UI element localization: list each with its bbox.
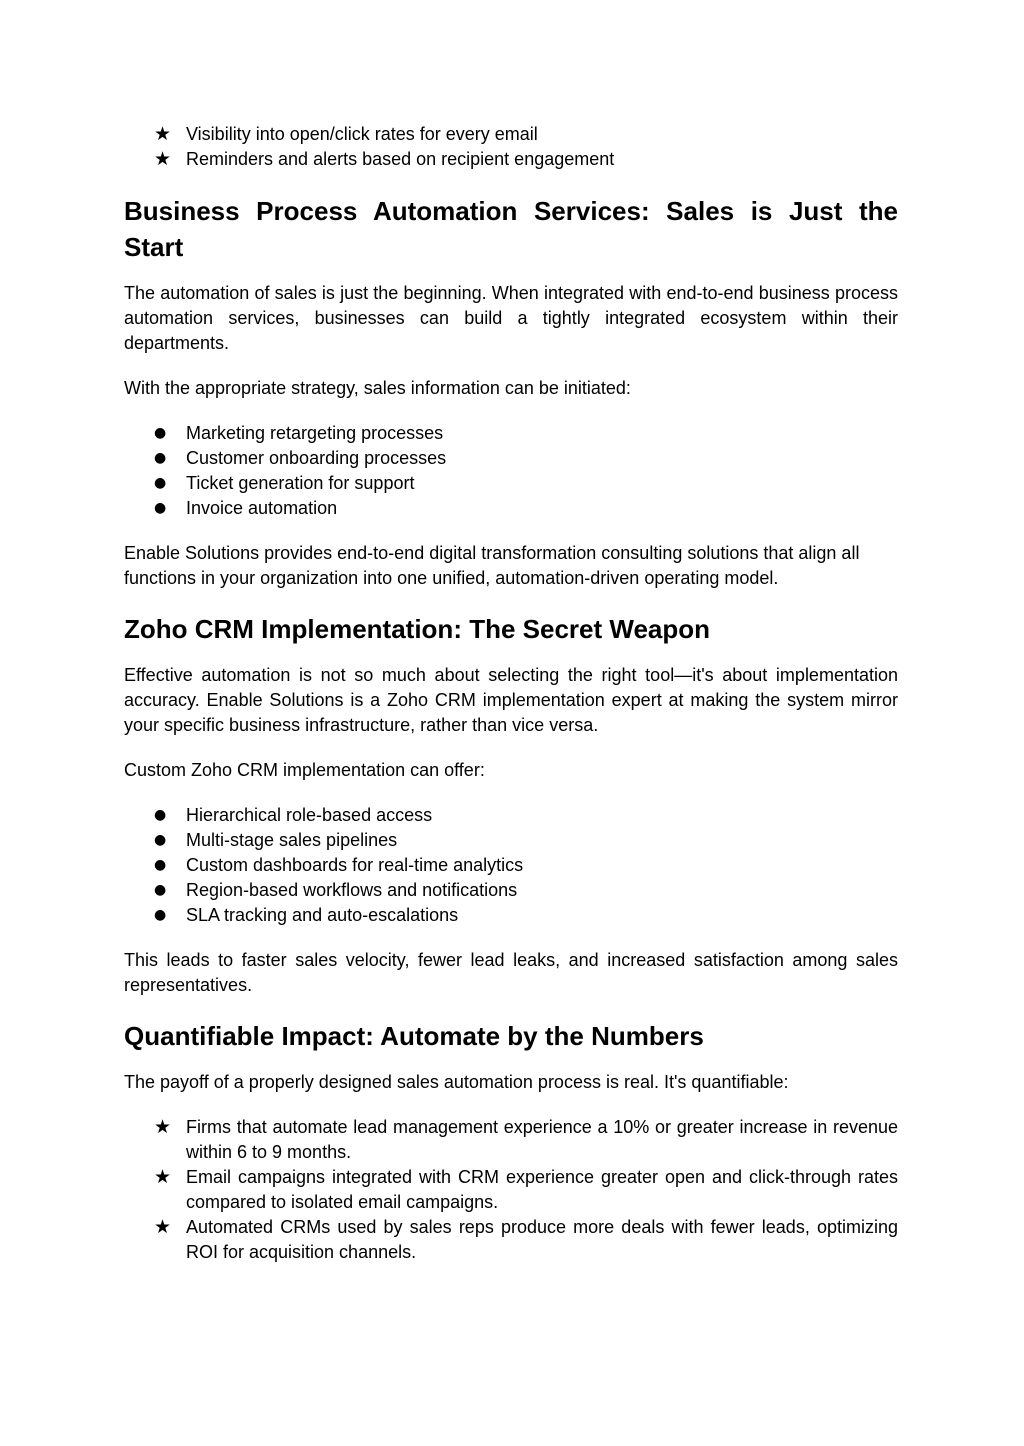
list-item-text: Marketing retargeting processes xyxy=(186,423,444,443)
list-item-text: Visibility into open/click rates for every email xyxy=(186,124,538,144)
list-item xyxy=(124,1165,898,1215)
dot-bullet-icon: ● xyxy=(154,500,167,516)
list-item xyxy=(124,122,898,147)
list-item xyxy=(124,147,898,172)
list-item xyxy=(124,471,898,496)
list-item-text: Reminders and alerts based on recipient engagement xyxy=(186,149,615,169)
section-heading-impact: Quantifiable Impact: Automate by the Numbers xyxy=(124,1021,704,1051)
dot-bullet-icon: ● xyxy=(154,882,167,898)
list-item-text: Customer onboarding processes xyxy=(186,448,447,468)
star-bullet-icon: ★ xyxy=(154,1166,172,1188)
bpa-paragraph-1: The automation of sales is just the beginning. When integrated with end-to-end business process automation services, businesses can build a tightly integrated ecosystem within their departments. xyxy=(124,283,898,353)
list-item-text: Email campaigns integrated with CRM experience greater open and click-through rates compared to isolated email campaigns. xyxy=(186,1167,898,1212)
zoho-bullet-list xyxy=(124,803,898,928)
dot-bullet-icon: ● xyxy=(154,450,167,466)
list-item-text: Region-based workflows and notifications xyxy=(186,880,518,900)
list-item xyxy=(124,446,898,471)
bpa-paragraph-3: Enable Solutions provides end-to-end digital transformation consulting solutions that align all functions in your organization into one unified, automation-driven operating model. xyxy=(124,543,860,588)
list-item-text: Hierarchical role-based access xyxy=(186,805,433,825)
list-item-text: Automated CRMs used by sales reps produce more deals with fewer leads, optimizing ROI for acquisition channels. xyxy=(186,1217,898,1262)
bpa-bullet-list xyxy=(124,421,898,521)
star-bullet-icon: ★ xyxy=(154,1116,172,1138)
impact-star-list xyxy=(124,1115,898,1265)
star-bullet-icon: ★ xyxy=(154,148,172,170)
star-bullet-icon: ★ xyxy=(154,123,172,145)
star-bullet-icon: ★ xyxy=(154,1216,172,1238)
intro-star-list xyxy=(124,122,898,172)
impact-paragraph-1: The payoff of a properly designed sales automation process is real. It's quantifiable: xyxy=(124,1072,789,1092)
list-item xyxy=(124,828,898,853)
dot-bullet-icon: ● xyxy=(154,475,167,491)
list-item xyxy=(124,421,898,446)
list-item-text: SLA tracking and auto-escalations xyxy=(186,905,459,925)
list-item-text: Firms that automate lead management experience a 10% or greater increase in revenue within 6 to 9 months. xyxy=(186,1117,898,1162)
list-item xyxy=(124,878,898,903)
section-heading-bpa: Business Process Automation Services: Sales is Just the Start xyxy=(124,196,898,262)
dot-bullet-icon: ● xyxy=(154,907,167,923)
list-item-text: Ticket generation for support xyxy=(186,473,415,493)
list-item xyxy=(124,1115,898,1165)
document-page xyxy=(124,122,898,1265)
dot-bullet-icon: ● xyxy=(154,832,167,848)
dot-bullet-icon: ● xyxy=(154,425,167,441)
zoho-paragraph-3: This leads to faster sales velocity, fewer lead leaks, and increased satisfaction among sales representatives. xyxy=(124,950,898,995)
zoho-paragraph-1: Effective automation is not so much about selecting the right tool—it's about implementation accuracy. Enable Solutions is a Zoho CRM implementation expert at making the system mirror your specific business infrastructure, rather than vice versa. xyxy=(124,665,898,735)
dot-bullet-icon: ● xyxy=(154,857,167,873)
list-item xyxy=(124,853,898,878)
list-item xyxy=(124,496,898,521)
section-heading-zoho: Zoho CRM Implementation: The Secret Weapon xyxy=(124,614,711,644)
list-item-text: Custom dashboards for real-time analytics xyxy=(186,855,524,875)
dot-bullet-icon: ● xyxy=(154,807,167,823)
list-item xyxy=(124,903,898,928)
list-item xyxy=(124,803,898,828)
list-item-text: Invoice automation xyxy=(186,498,338,518)
list-item xyxy=(124,1215,898,1265)
list-item-text: Multi-stage sales pipelines xyxy=(186,830,398,850)
zoho-paragraph-2: Custom Zoho CRM implementation can offer: xyxy=(124,760,485,780)
bpa-paragraph-2: With the appropriate strategy, sales information can be initiated: xyxy=(124,378,631,398)
